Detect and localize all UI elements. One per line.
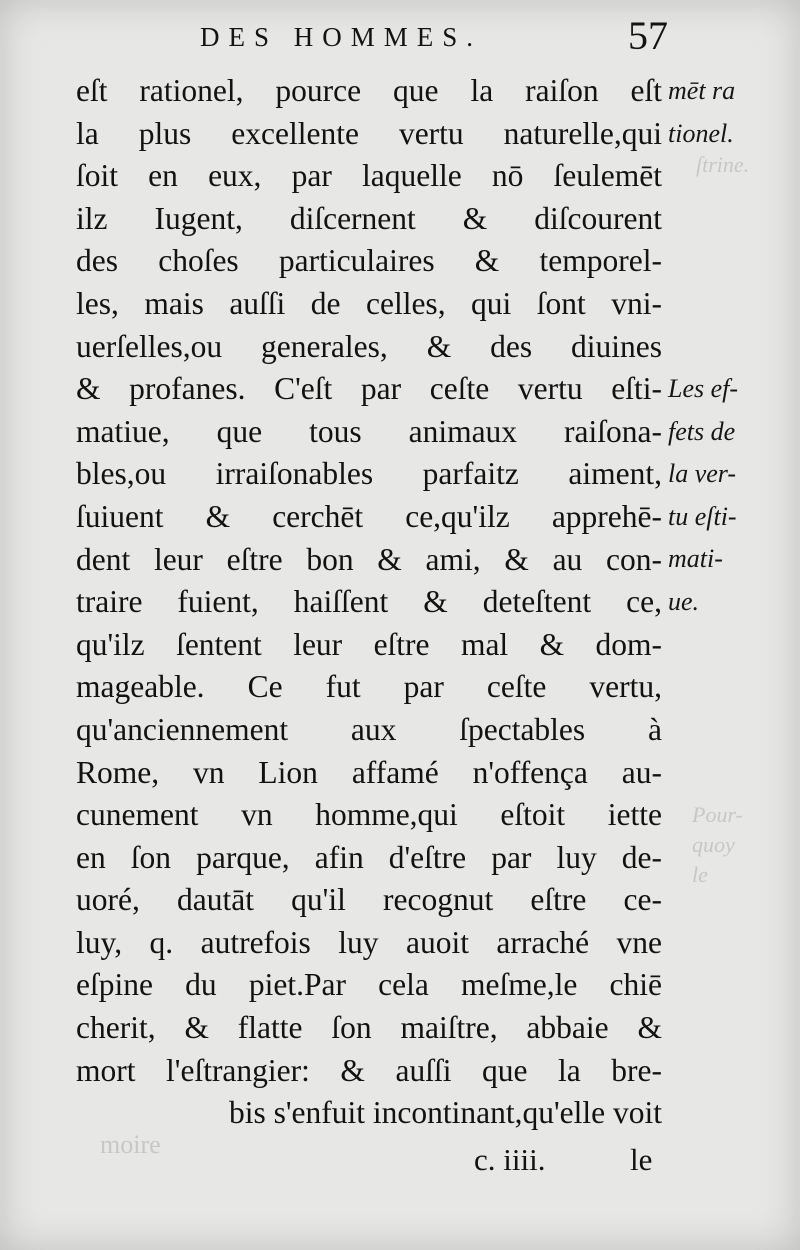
margin-note-line: ue. (668, 586, 700, 616)
text-line: eſt rationel, pource que la raiſon eſt (76, 73, 662, 108)
text-line: ſuiuent & cerchēt ce,qu'ilz apprehē- (76, 498, 662, 534)
bleed-through-text: moire (100, 1130, 161, 1159)
text-line: bis s'enfuit incontinant,qu'elle voit (228, 1095, 662, 1131)
text-line: qu'anciennement aux ſpectables à (76, 711, 662, 747)
text-line: mageable. Ce fut par ceſte vertu, (76, 669, 662, 705)
margin-note-line: tionel. (668, 118, 734, 148)
text-line: uerſelles,ou generales, & des diuines (76, 328, 662, 364)
main-text-block (76, 70, 662, 1135)
bleed-through-text: Pour- quoy le (692, 802, 743, 887)
text-line: traire fuient, haiſſent & deteſtent ce, (76, 584, 662, 620)
text-line: ilz Iugent, diſcernent & diſcourent (76, 200, 662, 236)
text-line: Rome, vn Lion affamé n'offença au- (76, 754, 662, 790)
margin-note-line: Les ef- (668, 374, 739, 403)
margin-note-line: la ver- (668, 459, 737, 489)
text-line: les, mais auſſi de celles, qui ſont vni- (76, 285, 662, 321)
text-line: des choſes particulaires & temporel- (76, 243, 662, 279)
text-line: ſoit en eux, par laquelle nō ſeulemēt (76, 158, 662, 194)
margin-note-rational (668, 70, 735, 155)
text-line: bles,ou irraiſonables parfaitz aiment, (76, 456, 662, 492)
page-number: 57 (628, 13, 668, 58)
text-line: mort l'eſtrangier: & auſſi que la bre- (76, 1052, 662, 1088)
text-line: cherit, & flatte ſon maiſtre, abbaie & (76, 1010, 662, 1046)
text-line: uoré, dautāt qu'il recognut eſtre ce- (76, 882, 662, 918)
margin-note-line: tu eſti- (668, 501, 737, 531)
running-head: DES HOMMES. (200, 22, 483, 52)
text-line: matiue, que tous animaux raiſona- (76, 413, 662, 449)
catchword: le (630, 1142, 653, 1177)
text-line: cunement vn homme,qui eſtoit iette (76, 797, 662, 833)
margin-note-line: mēt ra (668, 76, 736, 105)
text-line: eſpine du piet.Par cela meſme,le chiē (76, 967, 662, 1003)
margin-note-line: mati- (668, 544, 723, 574)
margin-note-effects (668, 368, 738, 624)
text-line: la plus excellente vertu naturelle,qui (76, 115, 662, 151)
bleed-through-text: ſtrine. (696, 152, 750, 177)
signature-mark: c. iiii. (474, 1142, 546, 1177)
text-line: qu'ilz ſentent leur eſtre mal & dom- (76, 626, 662, 662)
text-line: luy, q. autrefois luy auoit arraché vne (76, 924, 662, 960)
text-line: dent leur eſtre bon & ami, & au con- (76, 541, 662, 577)
margin-note-line: fets de (668, 416, 736, 446)
text-line: en ſon parque, afin d'eſtre par luy de- (76, 839, 662, 875)
text-line: & profanes. C'eſt par ceſte vertu eſti- (76, 371, 662, 407)
